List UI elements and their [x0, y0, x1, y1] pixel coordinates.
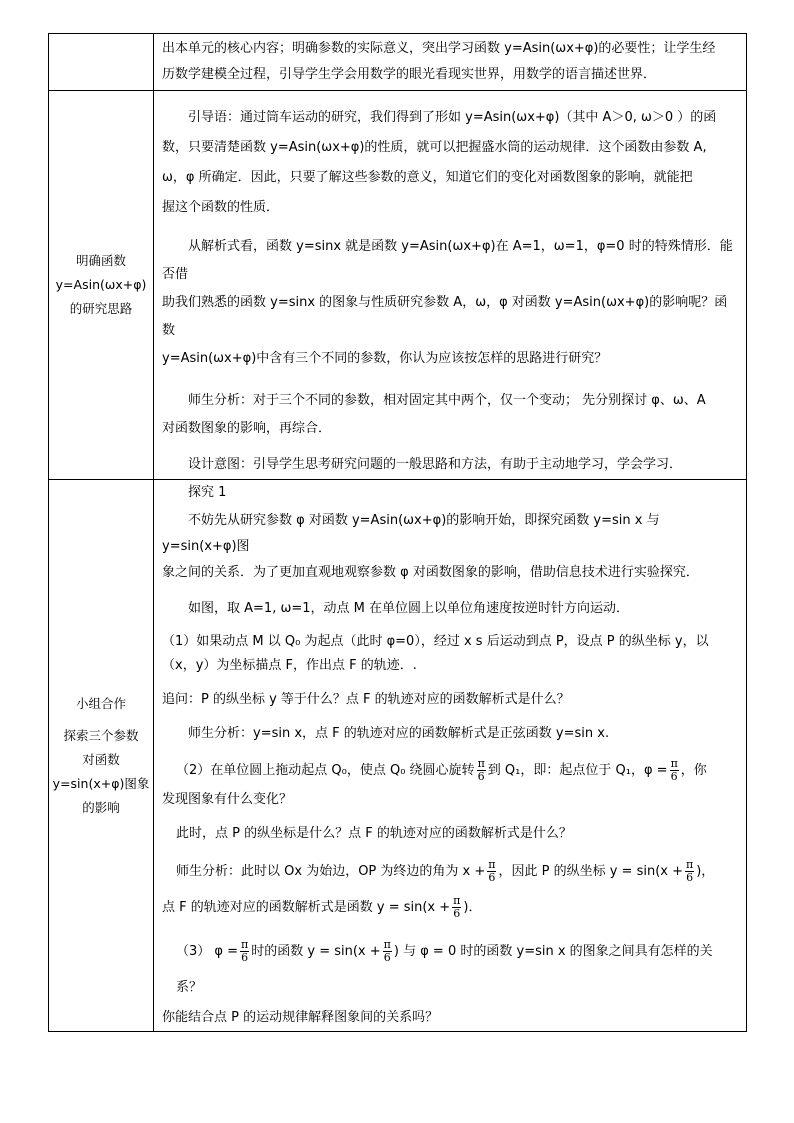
row-group-cooperation-label	[49, 480, 154, 1032]
paragraph-teacher-analysis: 师生分析：对于三个不同的参数，相对固定其中两个，仅一个变动； 先分别探讨 φ、ω、A 对函数图象的影响，再综合．	[162, 393, 706, 436]
row-research-approach	[49, 91, 747, 480]
exploration-setup: 如图，取 A=1, ω=1，动点 M 在单位圆上以单位角速度按逆时针方向运动．	[188, 601, 629, 616]
row-intro	[49, 34, 747, 91]
follow-up-2: 此时，点 P 的纵坐标是什么？点 F 的轨迹对应的函数解析式是什么？	[176, 826, 572, 841]
left-label-line-5: 的影响	[82, 799, 120, 815]
row-research-approach-label	[49, 91, 154, 480]
left-label-line-2: 探索三个参数	[63, 727, 139, 743]
paragraph-guide: 引导语：通过筒车运动的研究，我们得到了形如 y=Asin(ωx+φ)（其中 A＞0, ω＞0 ）的函 数，只要清楚函数 y=Asin(ωx+φ)的性质，就可以把握盛水筒的运动规律．这个函数由参数 A, ω，φ 所确定．因此，只要了解这些参数的意义，知道它们的变化对函数图象的影响，就能把 握这个函数的性质．	[162, 110, 717, 215]
left-label-line-2: y=Asin(ωx+φ)	[55, 277, 147, 292]
intro-line-2: 历数学建模全过程，引导学生学会用数学的眼光看现实世界，用数学的语言描述世界．	[162, 67, 657, 82]
answer-2: 师生分析：此时以 Ox 为始边，OP 为终边的角为 x + $\frac{\pi}{6}$ ，因此 P 的纵坐标 y = sin(x + $\frac{\pi}{6}$ )， 点 F 的轨迹对应的函数解析式是函数 y = sin(x + $\frac{\pi}{6}$ )．	[162, 858, 715, 920]
lesson-table	[48, 33, 747, 1032]
left-label-line-4: y=sin(x+φ)图象	[52, 775, 150, 791]
row-group-cooperation	[49, 480, 747, 1032]
answer-1: 师生分析：y=sin x，点 F 的轨迹对应的函数解析式是正弦函数 y=sin x.	[188, 726, 610, 741]
exploration-intro: 不妨先从研究参数 φ 对函数 y=Asin(ωx+φ)的影响开始，即探究函数 y=sin x 与 y=sin(x+φ)图 象之间的关系．为了更加直观地观察参数 φ 对函数图象的影响，借助信息技术进行实验探究．	[162, 513, 699, 580]
paragraph-analysis: 从解析式看，函数 y=sinx 就是函数 y=Asin(ωx+φ)在 A=1，ω=1，φ=0 时的特殊情形．能否借 助我们熟悉的函数 y=sinx 的图象与性质研究参数 A，ω，φ 对函数 y=Asin(ωx+φ)的影响呢？函数 y=Asin(ωx+φ)中含有三个不同的参数，你认为应该按怎样的思路进行研究？	[162, 239, 733, 366]
fraction-pi-over-6: $\frac{\pi}{6}$	[686, 858, 694, 884]
row-research-approach-content	[154, 91, 747, 480]
left-label-line-1: 小组合作	[75, 695, 126, 711]
left-label-line-1: 明确函数	[75, 253, 126, 268]
fraction-pi-over-6: $\frac{\pi}{6}$	[670, 757, 678, 783]
row-intro-content	[154, 34, 747, 91]
question-1: （1）如果动点 M 以 Q₀ 为起点（此时 φ=0），经过 x s 后运动到点 P，设点 P 的纵坐标 y，以 （x，y）为坐标描点 F，作出点 F 的轨迹．.	[162, 634, 709, 673]
intro-line-1: 出本单元的核心内容；明确参数的实际意义，突出学习函数 y=Asin(ωx+φ)的必要性；让学生经	[162, 41, 716, 56]
row-group-cooperation-content	[154, 480, 747, 1032]
left-label-line-3: 对函数	[82, 751, 120, 767]
fraction-pi-over-6: $\frac{\pi}{6}$	[488, 858, 496, 884]
fraction-pi-over-6: $\frac{\pi}{6}$	[383, 938, 391, 964]
row-intro-left-cell	[49, 34, 154, 91]
question-3: （3） φ = $\frac{\pi}{6}$ 时的函数 y = sin(x + $\frac{\pi}{6}$ ) 与 φ = 0 时的函数 y=sin x 的图象之间具有怎样的关系？ 你能结合点 P 的运动规律解释图象间的关系吗？	[162, 938, 713, 1025]
fraction-pi-over-6: $\frac{\pi}{6}$	[477, 757, 485, 783]
fraction-pi-over-6: $\frac{\pi}{6}$	[241, 938, 249, 964]
left-label-line-3: 的研究思路	[69, 301, 133, 316]
exploration-heading: 探究 1	[188, 485, 227, 500]
fraction-pi-over-6: $\frac{\pi}{6}$	[453, 894, 461, 920]
follow-up-1: 追问：P 的纵坐标 y 等于什么？点 F 的轨迹对应的函数解析式是什么？	[162, 692, 570, 707]
paragraph-design-intent: 设计意图：引导学生思考研究问题的一般思路和方法，有助于主动地学习，学会学习．	[188, 457, 683, 472]
question-2: （2）在单位圆上拖动起点 Q₀，使点 Q₀ 绕圆心旋转 $\frac{\pi}{6}$ 到 Q₁，即：起点位于 Q₁，φ = $\frac{\pi}{6}$ ，你 发现图象有什么变化？	[162, 757, 707, 807]
